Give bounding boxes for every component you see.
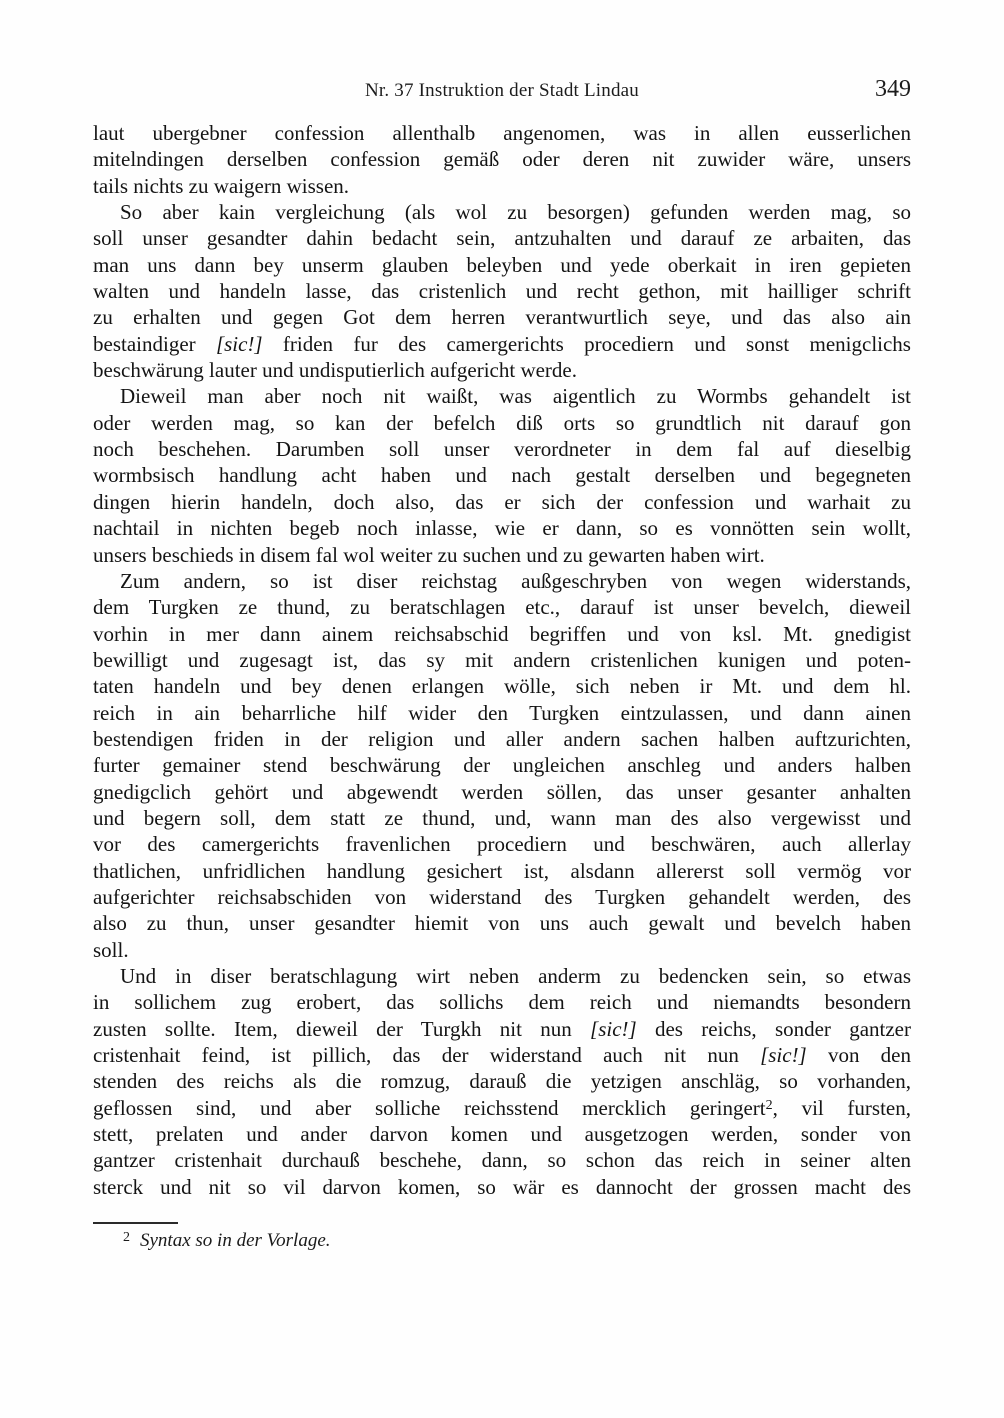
footnote-reference: 2 [765, 1097, 773, 1113]
text-line: mitelndingen derselben confession gemäß oder deren nit zuwider wäre, unsers [93, 147, 911, 172]
text-line: furter gemainer stend beschwärung der ungleichen anschleg und anders halben [93, 753, 911, 778]
footnote [93, 1230, 911, 1252]
sic-annotation: [sic!] [215, 331, 263, 356]
text-line: thatlichen, unfridlichen handlung gesichert ist, alsdann allererst soll vermög vor [93, 858, 911, 883]
text-line: aufgerichter reichsabschiden von widerstand des Turgken gehandelt werden, des [93, 884, 911, 909]
text-column [93, 76, 911, 1252]
paragraph [93, 568, 911, 963]
text-line: wormbsisch handlung acht haben und nach gestalt derselben und begegneten [93, 463, 911, 488]
text-line: in sollichem zug erobert, das sollichs dem reich und niemandts besondern [93, 990, 911, 1015]
text-line: taten handeln und bey denen erlangen wölle, sich neben ir Mt. und dem hl. [93, 674, 911, 699]
sic-annotation: [sic!] [590, 1016, 637, 1041]
text-line: So aber kain vergleichung (als wol zu besorgen) gefunden werden mag, so [120, 200, 911, 225]
running-header [93, 76, 911, 108]
body-text [93, 120, 911, 1200]
sic-annotation: [sic!] [760, 1043, 807, 1068]
paragraph [93, 963, 911, 1200]
text-line: zu erhalten und gegen Got dem herren verantwurtlich seye, und das also ain [93, 305, 911, 330]
text-line: walten und handeln lasse, das cristenlich und recht gethon, mit hailliger schrift [93, 279, 911, 304]
footnote-block [93, 1222, 911, 1252]
text-line: sterck und nit so vil darvon komen, so wär es dannocht der grossen macht des [93, 1174, 911, 1199]
header-title: Nr. 37 Instruktion der Stadt Lindau [364, 80, 640, 101]
text-line: dem Turgken ze thund, zu beratschlagen etc., darauf ist unser bevelch, dieweil [93, 595, 911, 620]
text-line: vorhin in mer dann ainem reichsabschid begriffen und von ksl. Mt. gnedigist [93, 621, 911, 646]
text-line: nachtail in nichten begeb noch inlasse, wie er dann, so es vonnötten sein wollt, [93, 516, 911, 541]
text-line: Und in diser beratschlagung wirt neben anderm zu bedencken sein, so etwas [120, 964, 911, 988]
footnote-marker: 2 [123, 1230, 130, 1246]
text-line: stenden des reichs als die romzug, darauß die yetzigen anschläg, so vorhanden, [93, 1069, 911, 1094]
text-line: tails nichts zu waigern wissen. [93, 173, 350, 198]
footnote-text: Syntax so in der Vorlage. [140, 1230, 331, 1252]
text-line: unsers beschieds in disem fal wol weiter zu suchen und zu gewarten haben wirt. [93, 542, 765, 567]
text-line: soll. [93, 937, 129, 962]
text-line: bestaindiger [sic!] friden fur des camergerichts procediern und sonst menigclichs [93, 331, 911, 356]
text-line: dingen hierin handeln, doch also, das er sich der confession und warhait zu [93, 489, 911, 514]
text-line: und begern soll, dem statt ze thund, und, wann man des also vergewisst und [93, 805, 911, 830]
paragraph [93, 199, 911, 383]
text-line: laut ubergebner confession allenthalb angenomen, was in allen eusserlichen [93, 121, 911, 145]
text-line: zusten sollte. Item, dieweil der Turgkh nit nun [sic!] des reichs, sonder gantzer [93, 1016, 911, 1041]
text-line: soll unser gesandter dahin bedacht sein, antzuhalten und darauf ze arbaiten, das [93, 226, 911, 251]
text-line: noch beschehen. Darumben soll unser verordneter in dem fal auf dieselbig [93, 437, 911, 462]
text-line: oder werden mag, so kan der befelch diß orts so grundtlich nit darauf gon [93, 410, 911, 435]
page-number: 349 [875, 76, 911, 102]
text-line: gantzer cristenhait durchauß beschehe, dann, so schon das reich in seiner alten [93, 1148, 911, 1173]
paragraph [93, 120, 911, 199]
text-line: stett, prelaten und ander darvon komen und ausgetzogen werden, sonder von [93, 1122, 911, 1147]
text-line: reich in ain beharrliche hilf wider den Turgken eintzulassen, und dann ainen [93, 700, 911, 725]
text-line: Dieweil man aber noch nit waißt, was aigentlich zu Wormbs gehandelt ist [120, 384, 911, 409]
paragraph [93, 383, 911, 567]
text-line: man uns dann bey unserm glauben beleyben und yede oberkait in iren gepieten [93, 252, 911, 277]
text-line: vor des camergerichts fravenlichen procediern und beschwären, auch allerlay [93, 832, 911, 857]
text-line: cristenhait feind, ist pillich, das der widerstand auch nit nun [sic!] von den [93, 1043, 911, 1068]
footnote-rule [93, 1222, 178, 1224]
text-line: gnedigclich gehört und abgewendt werden söllen, das unser gesanter anhalten [93, 779, 911, 804]
text-line: bestendigen friden in der religion und aller andern sachen halben auftzurichten, [93, 726, 911, 751]
text-line: geflossen sind, und aber solliche reichsstend mercklich geringert$^2$, vil fursten, [93, 1095, 911, 1120]
text-line: beschwärung lauter und undisputierlich aufgericht werde. [93, 358, 577, 383]
text-line: Zum andern, so ist diser reichstag außgeschryben von wegen widerstands, [120, 568, 911, 593]
text-line: also zu thun, unser gesandter hiemit von uns auch gewalt und bevelch haben [93, 911, 911, 936]
text-line: bewilligt und zugesagt ist, das sy mit andern cristenlichen kunigen und poten- [93, 647, 911, 672]
